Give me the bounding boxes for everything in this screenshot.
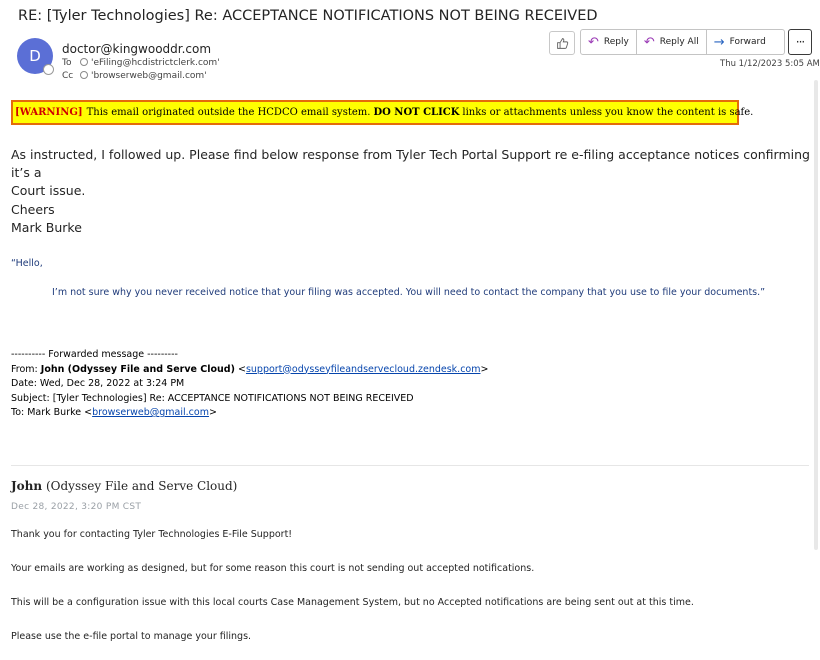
forwarded-from-name: John (Odyssey File and Serve Cloud): [40, 363, 235, 375]
signature: Mark Burke: [11, 220, 82, 235]
reply-label: Reply: [603, 37, 629, 47]
ellipsis-icon: ···: [795, 35, 805, 49]
reply-arrow-icon: ↶: [588, 34, 599, 50]
to-label: To: [62, 58, 72, 68]
reply-author: [11, 479, 237, 493]
warning-emphasis: DO NOT CLICK: [373, 107, 460, 118]
cc-recipient[interactable]: 'browserweb@gmail.com': [91, 71, 207, 81]
message-actions: [580, 29, 785, 55]
email-subject: RE: [Tyler Technologies] Re: ACCEPTANCE NOTIFICATIONS NOT BEING RECEIVED: [18, 8, 598, 24]
to-recipient[interactable]: 'eFiling@hcdistrictclerk.com': [91, 58, 220, 68]
forward-arrow-icon: →: [713, 34, 725, 50]
forwarded-from-email-link[interactable]: support@odysseyfileandservecloud.zendesk.com: [245, 363, 481, 375]
reply-paragraph-1: Thank you for contacting Tyler Technologies E-File Support!: [11, 529, 293, 540]
external-email-warning-banner: [11, 100, 754, 125]
forwarded-to-prefix: To: Mark Burke <: [11, 407, 93, 418]
intro-line-1: As instructed, I followed up. Please find below response from Tyler Tech Portal Support re e-filing acceptance notices confirming it’s a: [11, 147, 810, 180]
reply-paragraph-3: This will be a configuration issue with this local courts Case Management System, but no Accepted notifications are being sent out at this time.: [11, 597, 694, 608]
reply-date: Dec 28, 2022, 3:20 PM CST: [11, 502, 142, 512]
thumbs-up-icon: [556, 37, 569, 50]
intro-paragraph: [11, 146, 820, 200]
warning-text-2: links or attachments unless you know the content is safe.: [462, 107, 754, 118]
sender-address[interactable]: doctor@kingwooddr.com: [62, 42, 212, 56]
like-button[interactable]: [549, 31, 575, 55]
forwarded-header: ---------- Forwarded message ---------: [11, 349, 178, 360]
presence-status-icon: [43, 64, 54, 75]
forwarded-to-line: [11, 406, 488, 421]
recipient-status-icon: [80, 58, 88, 66]
forwarded-from-label: From:: [11, 363, 38, 375]
forwarded-subject-line: Subject: [Tyler Technologies] Re: ACCEPTANCE NOTIFICATIONS NOT BEING RECEIVED: [11, 392, 414, 404]
intro-line-2: Court issue.: [11, 183, 86, 198]
quote-text: I’m not sure why you never received notice that your filing was accepted. You will need to contact the company that you use to file your documents.”: [52, 287, 766, 298]
reply-paragraph-4: Please use the e-file portal to manage your filings.: [11, 631, 252, 642]
forward-button[interactable]: [707, 30, 773, 54]
closing: Cheers: [11, 202, 55, 217]
warning-tag: [WARNING]: [15, 107, 83, 118]
reply-button[interactable]: [581, 30, 637, 54]
sender-avatar[interactable]: D: [17, 38, 53, 74]
to-line: [62, 58, 220, 68]
quote-greeting: “Hello,: [11, 258, 43, 269]
reply-all-label: Reply All: [659, 37, 699, 47]
forwarded-message: [11, 348, 488, 421]
forwarded-from-line: From: John (Odyssey File and Serve Cloud) <support@odysseyfileandservecloud.zendesk.com>: [11, 363, 489, 375]
reply-author-org: (Odyssey File and Serve Cloud): [45, 479, 238, 493]
cc-status-icon: [80, 71, 88, 79]
cc-line: [62, 71, 207, 81]
warning-text-1: This email originated outside the HCDCO email system.: [86, 107, 371, 118]
forwarded-to-email-link[interactable]: browserweb@gmail.com: [92, 407, 209, 418]
forwarded-to-suffix: >: [208, 407, 217, 418]
forward-label: Forward: [729, 37, 766, 47]
forwarded-date-line: Date: Wed, Dec 28, 2022 at 3:24 PM: [11, 378, 185, 389]
reply-author-name: John: [11, 479, 43, 493]
received-date: Thu 1/12/2023 5:05 AM: [720, 59, 820, 69]
more-actions-button[interactable]: [788, 29, 812, 55]
divider: [11, 465, 809, 466]
reply-all-button[interactable]: [637, 30, 707, 54]
cc-label: Cc: [62, 71, 74, 81]
vertical-scrollbar[interactable]: [814, 80, 818, 550]
reply-all-arrow-icon: ↶: [643, 34, 655, 50]
reply-paragraph-2: Your emails are working as designed, but for some reason this court is not sending out accepted notifications.: [11, 563, 535, 574]
